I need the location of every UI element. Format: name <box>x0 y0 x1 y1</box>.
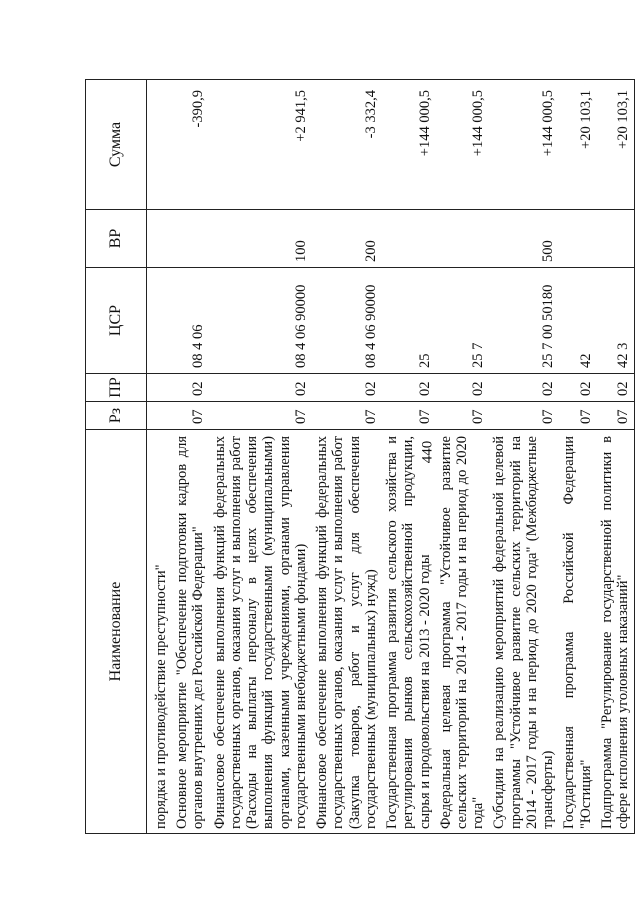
row-name: Субсидии на реализацию мероприятий федеральной целевой программы "Устойчивое развитие сельских территорий на 2014 - 2017 годы и на период до 2020 года" (Межбюджетные трансферты) <box>489 430 559 834</box>
row-rz <box>147 402 173 430</box>
header-rz: Рз <box>86 402 147 430</box>
row-name: Государственная программа развития сельского хозяйства и регулирования рынков сельскохозяйственной продукции, сырья и продовольствия на 2013 - 2020 годы <box>382 430 436 834</box>
row-rz: 07 <box>312 402 382 430</box>
row-pr: 02 <box>597 374 635 402</box>
row-sum: -390,9 <box>172 80 209 210</box>
row-sum: +2 941,5 <box>210 80 312 210</box>
row-csr: 08 4 06 90000 <box>312 268 382 374</box>
row-pr <box>147 374 173 402</box>
row-pr: 02 <box>210 374 312 402</box>
row-csr: 08 4 06 90000 <box>210 268 312 374</box>
table-row <box>382 80 436 834</box>
row-csr: 25 7 <box>436 268 490 374</box>
table-row <box>489 80 559 834</box>
row-vr <box>436 210 490 268</box>
row-pr: 02 <box>312 374 382 402</box>
row-csr: 25 <box>382 268 436 374</box>
header-pr: ПР <box>86 374 147 402</box>
table-row <box>147 80 173 834</box>
row-name: Финансовое обеспечение выполнения функций федеральных государственных органов, оказания услуг и выполнения работ (Расходы на выплаты персоналу в целях обеспечения выполнения функций государственными (муниципальными) органами, казенными учреждениями, органами управления государственными внебюджетными фондами) <box>210 430 312 834</box>
budget-table <box>85 79 635 834</box>
row-rz: 07 <box>172 402 209 430</box>
rotated-table-container <box>85 80 632 834</box>
header-csr: ЦСР <box>86 268 147 374</box>
row-vr <box>382 210 436 268</box>
row-pr: 02 <box>172 374 209 402</box>
row-name: порядка и противодействие преступности" <box>147 430 173 834</box>
row-rz: 07 <box>559 402 596 430</box>
row-name: Федеральная целевая программа "Устойчивое развитие сельских территорий на 2014 - 2017 годы и на период до 2020 года" <box>436 430 490 834</box>
header-vr: ВР <box>86 210 147 268</box>
row-rz: 07 <box>210 402 312 430</box>
row-pr: 02 <box>382 374 436 402</box>
row-vr <box>597 210 635 268</box>
row-rz: 07 <box>489 402 559 430</box>
row-csr: 42 <box>559 268 596 374</box>
table-header-row <box>86 80 147 834</box>
page-number: 440 <box>419 440 436 464</box>
row-sum: +144 000,5 <box>489 80 559 210</box>
table-row <box>210 80 312 834</box>
row-rz: 07 <box>597 402 635 430</box>
header-sum: Сумма <box>86 80 147 210</box>
row-pr: 02 <box>559 374 596 402</box>
row-vr: 500 <box>489 210 559 268</box>
row-vr <box>559 210 596 268</box>
row-vr: 200 <box>312 210 382 268</box>
row-csr: 42 3 <box>597 268 635 374</box>
table-row <box>436 80 490 834</box>
row-csr <box>147 268 173 374</box>
row-name: Подпрограмма "Регулирование государственной политики в сфере исполнения уголовных наказаний" <box>597 430 635 834</box>
row-vr: 100 <box>210 210 312 268</box>
table-row <box>172 80 209 834</box>
row-vr <box>147 210 173 268</box>
row-csr: 25 7 00 50180 <box>489 268 559 374</box>
table-row <box>597 80 635 834</box>
row-pr: 02 <box>489 374 559 402</box>
row-name: Финансовое обеспечение выполнения функций федеральных государственных органов, оказания услуг и выполнения работ (Закупка товаров, работ и услуг для обеспечения государственных (муниципальных) нужд) <box>312 430 382 834</box>
row-sum <box>147 80 173 210</box>
row-pr: 02 <box>436 374 490 402</box>
row-csr: 08 4 06 <box>172 268 209 374</box>
row-rz: 07 <box>382 402 436 430</box>
row-sum: +144 000,5 <box>382 80 436 210</box>
row-name: Государственная программа Российской Федерации "Юстиция" <box>559 430 596 834</box>
row-sum: -3 332,4 <box>312 80 382 210</box>
row-sum: +20 103,1 <box>597 80 635 210</box>
row-vr <box>172 210 209 268</box>
row-sum: +20 103,1 <box>559 80 596 210</box>
row-rz: 07 <box>436 402 490 430</box>
row-sum: +144 000,5 <box>436 80 490 210</box>
row-name: Основное мероприятие "Обеспечение подготовки кадров для органов внутренних дел Российской Федерации" <box>172 430 209 834</box>
table-row <box>559 80 596 834</box>
table-row <box>312 80 382 834</box>
header-name: Наименование <box>86 430 147 834</box>
